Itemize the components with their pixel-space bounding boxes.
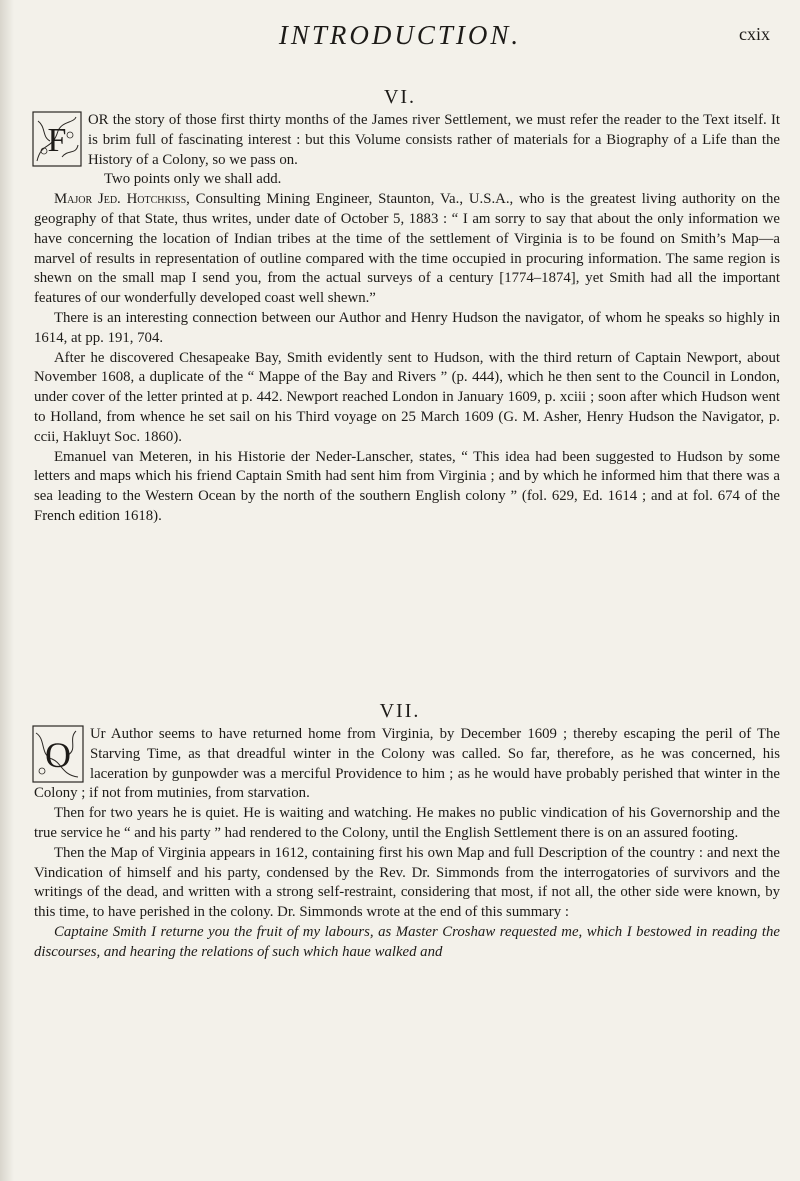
section-vii-body (34, 725, 780, 963)
paragraph-vi-5: After he discovered Chesapeake Bay, Smith evidently sent to Hudson, with the third return of Captain Newport, about November 1608, a duplicate of the “ Mappe of the Bay and Rivers ” (p. 444), which he then sent to the Council in London, under cover of the letter printed at p. 442. Newport reached London in January 1609, p. xciii ; soon after which Hudson went to Holland, from whence he set sail on his Third voyage on 25 March 1609 (G. M. Asher, Henry Hudson the Navigator, p. ccii, Hakluyt Soc. 1860). (34, 349, 780, 445)
paragraph-vi-1: OR the story of those first thirty months of the James river Settlement, we must refer the reader to the Text itself. It is brim full of fascinating interest : but this Volume consists rather of materials for a Biography of a Life than the History of a Colony, so we pass on. (88, 112, 780, 168)
ornamental-dropcap-icon (32, 111, 82, 167)
page-number: cxix (739, 24, 770, 44)
paragraph-vii-4-quote: Captaine Smith I returne you the fruit of my labours, as Master Croshaw requested me, which I bestowed in reading the discourses, and hearing the relations of such which haue walked and (34, 923, 780, 960)
section-vi-body (34, 111, 780, 527)
paragraph-vii-3: Then the Map of Virginia appears in 1612, containing first his own Map and full Description of the country : and next the Vindication of himself and his party, condensed by the Rev. Dr. Simmonds from the interrogatories of survivors and the writings of the dead, and written with a strong self-restraint, considering that most, if not all, the other side were known, by this time, to have perished in the colony. Dr. Simmonds wrote at the end of this summary : (34, 844, 780, 921)
paragraph-vi-4: There is an interesting connection between our Author and Henry Hudson the navigator, of whom he speaks so highly in 1614, at pp. 191, 704. (34, 309, 780, 346)
section-heading-vii: VII. (379, 700, 421, 722)
paragraph-vii-1: Ur Author seems to have returned home from Virginia, by December 1609 ; thereby escaping the peril of The Starving Time, as that dreadful winter in the Colony was called. So far, therefore, as he was concerned, his laceration by gunpowder was a merciful Providence to him ; as he would have probably perished that winter in the Colony ; if not from mutinies, from starvation. (34, 726, 780, 802)
paragraph-vii-2: Then for two years he is quiet. He is waiting and watching. He makes no public vindication of his Governorship and the true service he “ and his party ” had rendered to the Colony, until the English Settlement there is on an assured footing. (34, 805, 780, 841)
hotchkiss-name: Major Jed. Hotchkiss, (54, 191, 190, 208)
paragraph-vi-3: Consulting Mining Engineer, Staunton, Va., U.S.A., who is the greatest living authority on the geography of that State, thus writes, under date of October 5, 1883 : “ I am sorry to say that about the only information we have concerning the location of Indian tribes at the time of the settlement of Virginia is to be found on Smith’s Map—a marvel of results in representation of outline compared with the time occupied in procuring information. The same region is shewn on the small map I send you, from the actual surveys of a century [1774–1874], yet Smith had all the important features of our wonderfully developed coast well shewn.” (34, 191, 780, 307)
paragraph-vi-6: Emanuel van Meteren, in his Historie der Neder-Lanscher, states, “ This idea had been suggested to Hudson by some letters and maps which his friend Captain Smith had sent him from Virginia ; and by which he informed him that there was a sea leading to the Western Ocean by the north of the southern English colony ” (fol. 629, Ed. 1614 ; and at fol. 674 of the French edition 1618). (34, 448, 780, 524)
dropcap-letter-f: F (47, 122, 67, 159)
page-gutter-shadow (0, 0, 14, 1181)
running-head: INTRODUCTION. (278, 20, 522, 50)
paragraph-vi-2: Two points only we shall add. (104, 171, 282, 188)
dropcap-letter-o: O (45, 735, 71, 775)
ornamental-dropcap-icon (32, 725, 84, 783)
page-header (0, 20, 800, 60)
section-heading-vi: VI. (383, 86, 417, 108)
